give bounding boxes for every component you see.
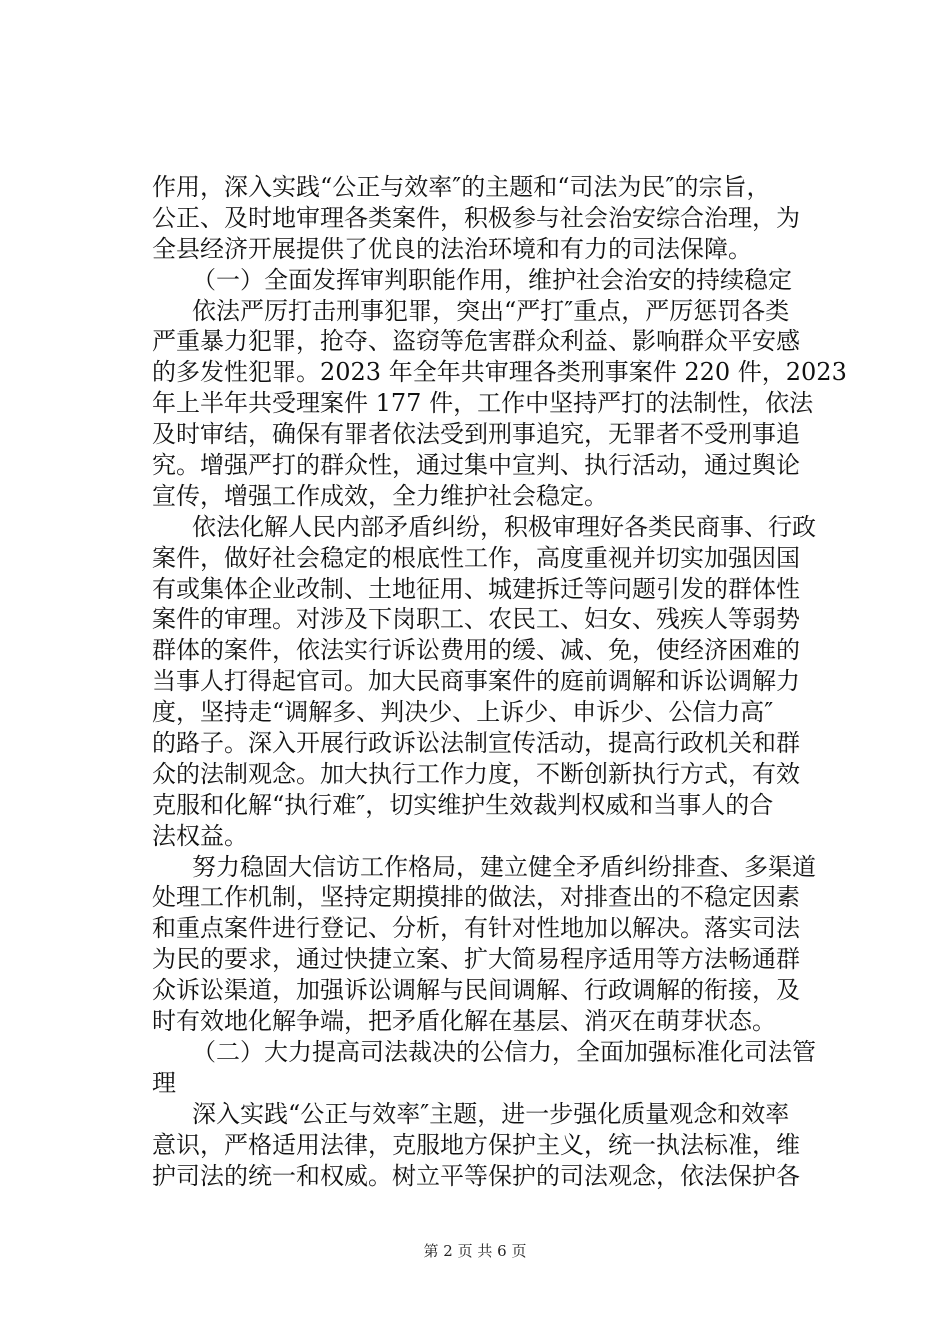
body-line: 及时审结，确保有罪者依法受到刑事追究，无罪者不受刑事追 <box>152 420 800 449</box>
body-line: 处理工作机制，坚持定期摸排的做法，对排查出的不稳定因素 <box>152 883 800 912</box>
body-line: 群体的案件，依法实行诉讼费用的缓、减、免，使经济困难的 <box>152 636 800 665</box>
body-line: 意识，严格适用法律，克服地方保护主义，统一执法标准，维 <box>152 1130 800 1159</box>
body-line: 时有效地化解争端，把矛盾化解在基层、消灭在萌芽状态。 <box>152 1007 776 1036</box>
body-line: 案件的审理。对涉及下岗职工、农民工、妇女、残疾人等弱势 <box>152 605 800 634</box>
body-line: 宣传，增强工作成效，全力维护社会稳定。 <box>152 481 608 510</box>
section-heading-1: （一）全面发挥审判职能作用，维护社会治安的持续稳定 <box>192 265 792 294</box>
page-number-footer: 第 2 页 共 6 页 <box>423 1242 527 1260</box>
paragraph-start: 依法化解人民内部矛盾纠纷，积极审理好各类民商事、行政 <box>192 512 816 541</box>
body-line: 案件，做好社会稳定的根底性工作，高度重视并切实加强因国 <box>152 543 800 572</box>
body-line: 护司法的统一和权威。树立平等保护的司法观念，依法保护各 <box>152 1161 800 1190</box>
body-line: 众诉讼渠道，加强诉讼调解与民间调解、行政调解的衔接，及 <box>152 976 800 1005</box>
body-line: 克服和化解“执行难″，切实维护生效裁判权威和当事人的合 <box>152 790 774 819</box>
body-line: 和重点案件进行登记、分析，有针对性地加以解决。落实司法 <box>152 914 800 943</box>
document-body <box>152 172 847 1191</box>
body-line: 的路子。深入开展行政诉讼法制宣传活动，提高行政机关和群 <box>152 729 800 758</box>
body-line: 作用，深入实践“公正与效率″的主题和“司法为民″的宗旨， <box>152 173 771 201</box>
body-line: 全县经济开展提供了优良的法治环境和有力的司法保障。 <box>152 234 752 263</box>
body-line: 众的法制观念。加大执行工作力度，不断创新执行方式，有效 <box>152 759 800 788</box>
body-line: 度，坚持走“调解多、判决少、上诉少、申诉少、公信力高″ <box>152 698 774 727</box>
paragraph-start: 深入实践“公正与效率″主题，进一步强化质量观念和效率 <box>192 1099 790 1128</box>
paragraph-start: 依法严厉打击刑事犯罪，突出“严打″重点，严厉惩罚各类 <box>192 296 790 325</box>
body-line: 为民的要求，通过快捷立案、扩大简易程序适用等方法畅通群 <box>152 945 800 974</box>
body-line: 严重暴力犯罪，抢夺、盗窃等危害群众利益、影响群众平安感 <box>152 327 800 356</box>
body-line: 年上半年共受理案件 177 件，工作中坚持严打的法制性，依法 <box>152 389 814 418</box>
section-heading-2-continued: 理 <box>152 1068 176 1097</box>
body-line: 公正、及时地审理各类案件，积极参与社会治安综合治理，为 <box>152 203 800 232</box>
body-line: 有或集体企业改制、土地征用、城建拆迁等问题引发的群体性 <box>152 574 800 603</box>
section-heading-2: （二）大力提高司法裁决的公信力，全面加强标准化司法管 <box>192 1037 816 1066</box>
body-line: 法权益。 <box>152 821 248 850</box>
body-line: 究。增强严打的群众性，通过集中宣判、执行活动，通过舆论 <box>152 451 800 480</box>
paragraph-start: 努力稳固大信访工作格局，建立健全矛盾纠纷排查、多渠道 <box>192 852 816 881</box>
body-line: 的多发性犯罪。2023 年全年共审理各类刑事案件 220 件，2023 <box>152 358 847 387</box>
body-line: 当事人打得起官司。加大民商事案件的庭前调解和诉讼调解力 <box>152 667 800 696</box>
